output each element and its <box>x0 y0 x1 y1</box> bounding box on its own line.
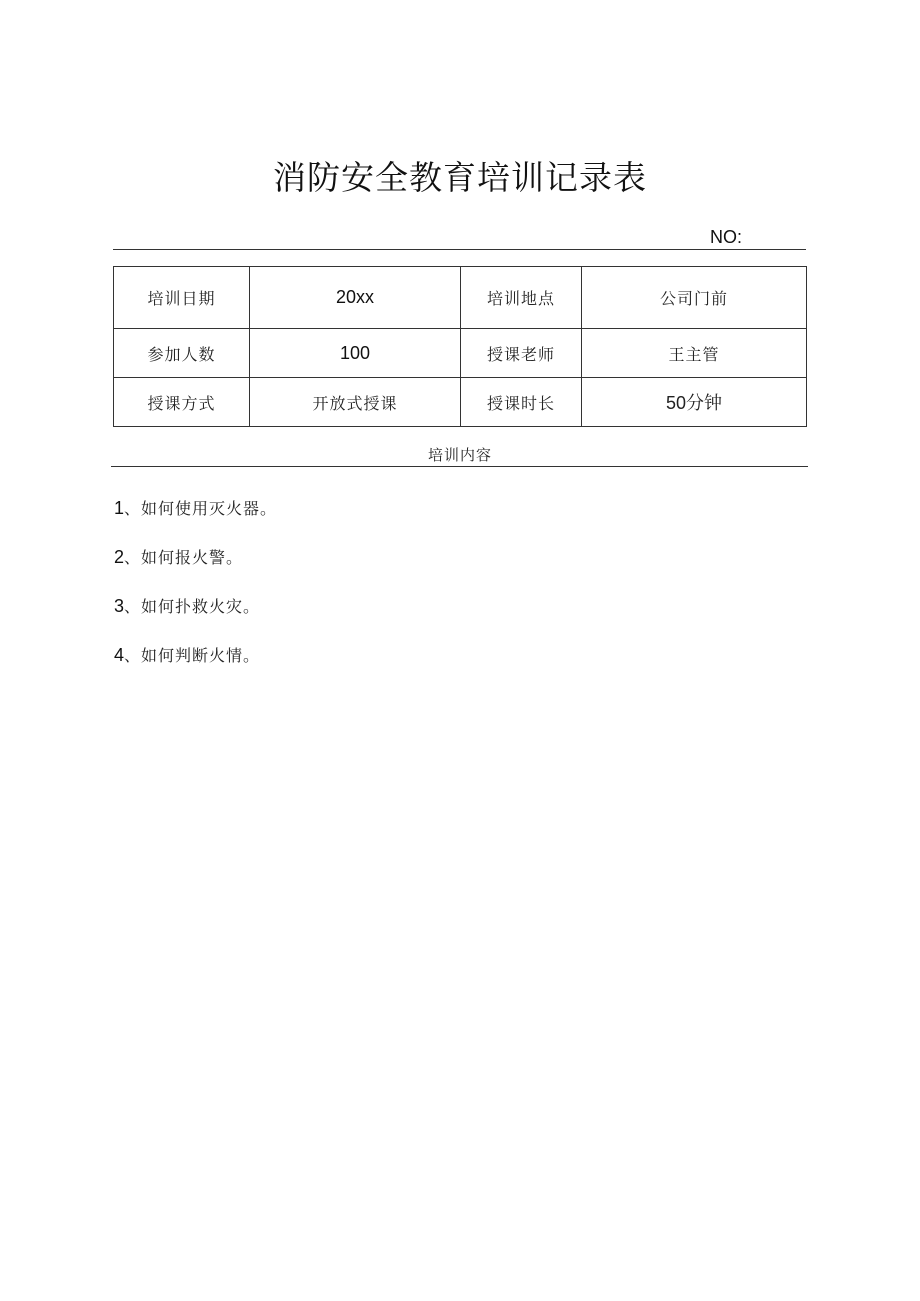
section-title: 培训内容 <box>427 446 492 464</box>
section-divider <box>111 466 808 467</box>
training-info-table <box>113 266 807 427</box>
instructor-label: 授课老师 <box>461 329 582 378</box>
list-item-text: 、如何使用灭火器。 <box>124 499 278 518</box>
list-item <box>114 496 277 519</box>
list-item-text: 、如何判断火情。 <box>124 646 261 665</box>
list-item-text: 、如何扑救火灾。 <box>124 597 261 616</box>
participant-count-label: 参加人数 <box>114 329 250 378</box>
training-location-label: 培训地点 <box>461 267 582 329</box>
list-item-number: 3 <box>114 596 125 616</box>
list-item <box>114 594 260 617</box>
duration-label: 授课时长 <box>461 378 582 427</box>
participant-count-value: 100 <box>250 329 461 378</box>
list-item-number: 4 <box>114 645 125 665</box>
record-number-label: NO: <box>710 227 743 247</box>
list-item <box>114 643 260 666</box>
record-number-underline <box>113 249 806 250</box>
teaching-method-value: 开放式授课 <box>250 378 461 427</box>
table-row <box>114 329 807 378</box>
duration-value <box>582 378 807 427</box>
list-item-text: 、如何报火警。 <box>124 548 244 567</box>
training-location-value: 公司门前 <box>582 267 807 329</box>
list-item <box>114 545 243 568</box>
table-row <box>114 378 807 427</box>
page-title: 消防安全教育培训记录表 <box>273 158 647 197</box>
list-item-number: 1 <box>114 498 125 518</box>
instructor-value: 王主管 <box>582 329 807 378</box>
list-item-number: 2 <box>114 547 125 567</box>
training-date-value: 20xx <box>250 267 461 329</box>
training-date-label: 培训日期 <box>114 267 250 329</box>
table-row <box>114 267 807 329</box>
teaching-method-label: 授课方式 <box>114 378 250 427</box>
duration-text: 50分钟 <box>665 393 723 413</box>
